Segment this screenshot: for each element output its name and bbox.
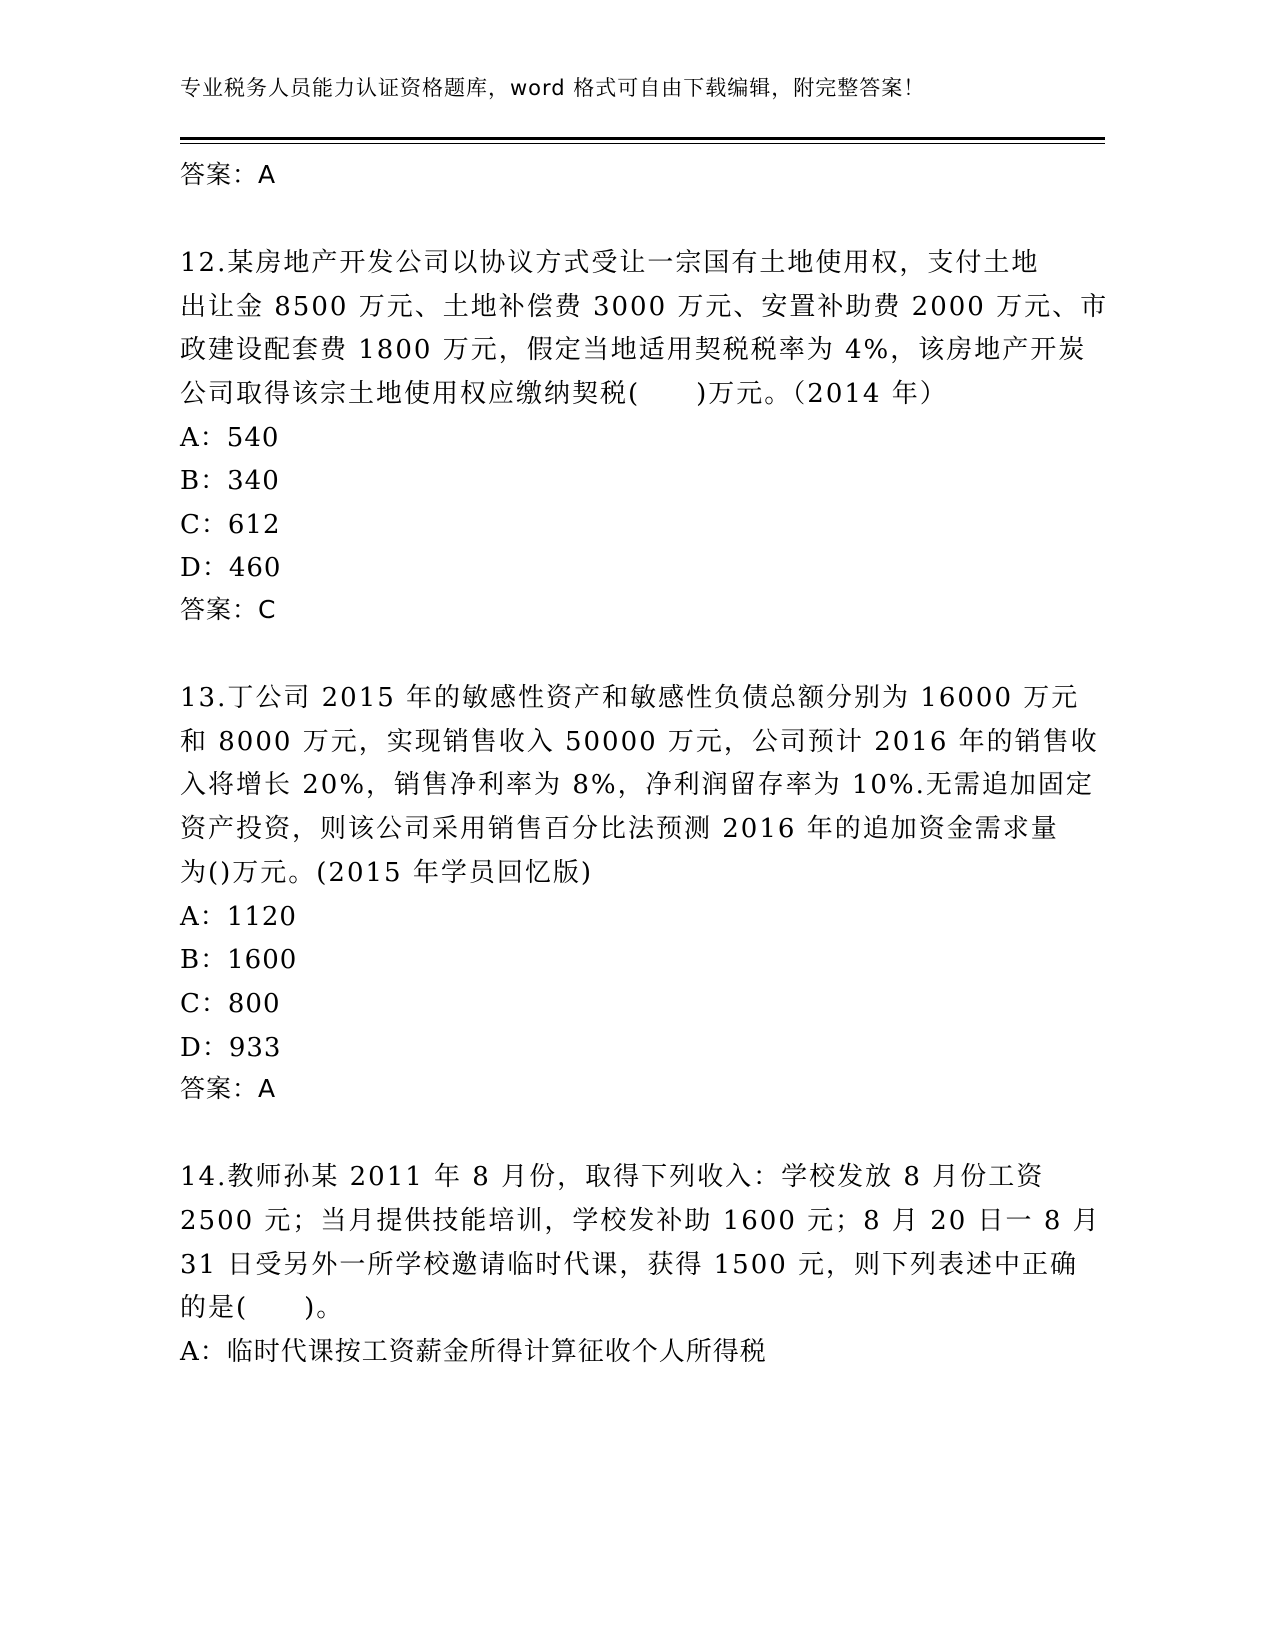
- question-12-line: 出让金 8500 万元、土地补偿费 3000 万元、安置补助费 2000 万元、市: [180, 292, 1109, 322]
- question-12-option-d: D：460: [180, 553, 282, 583]
- question-13-line: 和 8000 万元，实现销售收入 50000 万元，公司预计 2016 年的销售收: [180, 727, 1099, 757]
- question-13-option-a: A：1120: [180, 902, 297, 932]
- question-14-line: 的是( )。: [180, 1293, 345, 1323]
- question-12-answer: 答案：C: [180, 595, 277, 624]
- header-rule-thick: [180, 137, 1105, 140]
- question-12-line: 政建设配套费 1800 万元，假定当地适用契税税率为 4%，该房地产开炭: [180, 335, 1087, 365]
- question-13-option-c: C：800: [180, 989, 281, 1019]
- question-12-line: 公司取得该宗土地使用权应缴纳契税( )万元。（2014 年）: [180, 379, 948, 409]
- question-12-option-b: B：340: [180, 466, 280, 496]
- question-12-line: 12.某房地产开发公司以协议方式受让一宗国有土地使用权，支付土地: [180, 248, 1040, 278]
- question-13-line: 13.丁公司 2015 年的敏感性资产和敏感性负债总额分别为 16000 万元: [180, 683, 1080, 713]
- question-13-option-b: B：1600: [180, 945, 298, 975]
- question-13-line: 为()万元。(2015 年学员回忆版): [180, 858, 594, 888]
- question-12-option-c: C：612: [180, 510, 281, 540]
- question-12-option-a: A：540: [180, 423, 280, 453]
- question-14-line: 31 日受另外一所学校邀请临时代课，获得 1500 元，则下列表述中正确: [180, 1250, 1079, 1280]
- question-13-answer: 答案：A: [180, 1074, 277, 1103]
- question-13-option-d: D：933: [180, 1033, 282, 1063]
- question-14-line: 14.教师孙某 2011 年 8 月份，取得下列收入：学校发放 8 月份工资: [180, 1162, 1045, 1192]
- question-13-line: 资产投资，则该公司采用销售百分比法预测 2016 年的追加资金需求量: [180, 814, 1059, 844]
- page-header: 专业税务人员能力认证资格题库，word 格式可自由下载编辑，附完整答案！: [180, 76, 926, 100]
- header-rule-thin: [180, 143, 1105, 144]
- question-14-option-a: A：临时代课按工资薪金所得计算征收个人所得税: [180, 1337, 767, 1367]
- question-13-line: 入将增长 20%，销售净利率为 8%，净利润留存率为 10%.无需追加固定: [180, 770, 1094, 800]
- answer-line: 答案：A: [180, 160, 277, 189]
- question-14-line: 2500 元；当月提供技能培训，学校发补助 1600 元；8 月 20 日一 8 月: [180, 1206, 1101, 1236]
